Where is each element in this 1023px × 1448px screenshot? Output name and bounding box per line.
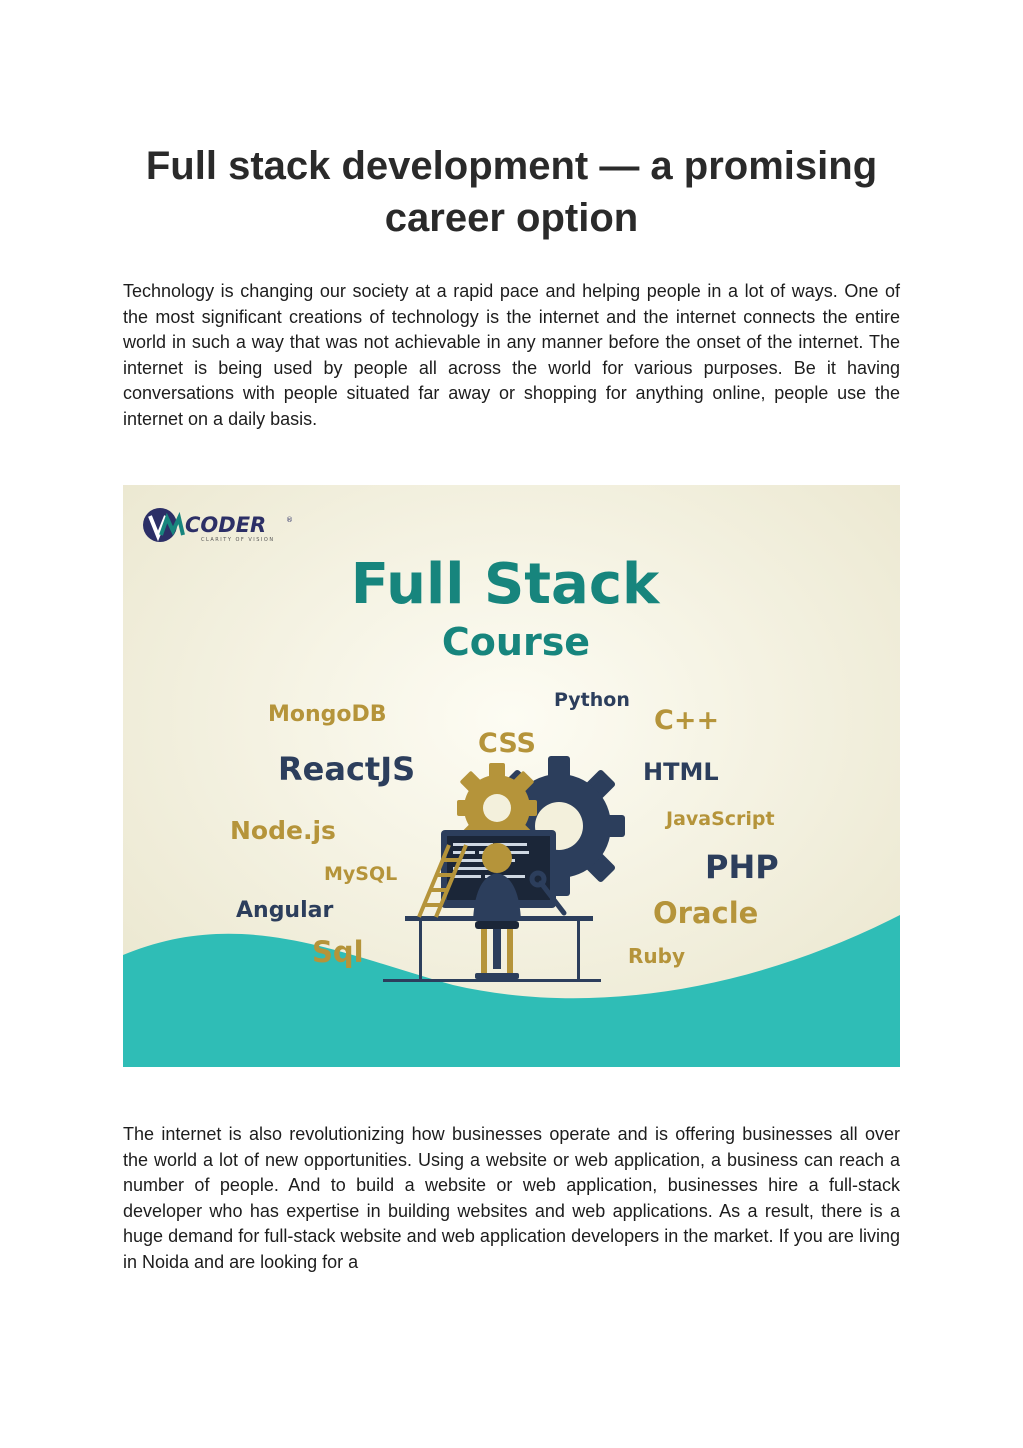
tech-javascript: JavaScript [666, 808, 775, 830]
body-paragraph: The internet is also revolutionizing how businesses operate and is offering businesses all over the world a lot of new opportunities. Using a website or web application, a business can reach a number of people. And to build a website or web application, businesses hire a full-stack developer who has expertise in building websites and web applications. As a result, there is a huge demand for full-stack website and web application developers in the market. If you are living in Noida and are looking for a [123, 1124, 900, 1272]
tech-sql: Sql [312, 935, 364, 969]
tech-cpp: C++ [654, 705, 720, 736]
logo-text: CODER [185, 513, 267, 537]
tech-ruby: Ruby [628, 944, 685, 968]
tech-python: Python [554, 689, 630, 711]
logo-registered-mark: ® [286, 516, 293, 524]
tech-mongodb: MongoDB [268, 702, 387, 727]
course-banner-image [123, 485, 900, 1067]
banner-subheading: Course [441, 620, 591, 664]
tech-nodejs: Node.js [230, 816, 336, 845]
tech-php: PHP [705, 848, 779, 886]
intro-paragraph: Technology is changing our society at a rapid pace and helping people in a lot of ways. One of the most significant creations of technology is the internet and the internet connects the entire world in such a way that was not achievable in any manner before the onset of the internet. The internet is being used by people all across the world for various purposes. Be it having conversations with people situated far away or shopping for anything online, people use the internet on a daily basis. [123, 281, 900, 429]
logo-tagline: CLARITY OF VISION [201, 537, 275, 543]
banner-heading: Full Stack [350, 552, 660, 617]
tech-oracle: Oracle [653, 896, 759, 930]
tech-mysql: MySQL [324, 863, 398, 885]
tech-angular: Angular [236, 898, 334, 923]
tech-css: CSS [478, 728, 536, 759]
page-title: Full stack development — a promising career option [145, 144, 878, 240]
tech-html: HTML [643, 758, 719, 786]
tech-reactjs: ReactJS [278, 750, 416, 788]
